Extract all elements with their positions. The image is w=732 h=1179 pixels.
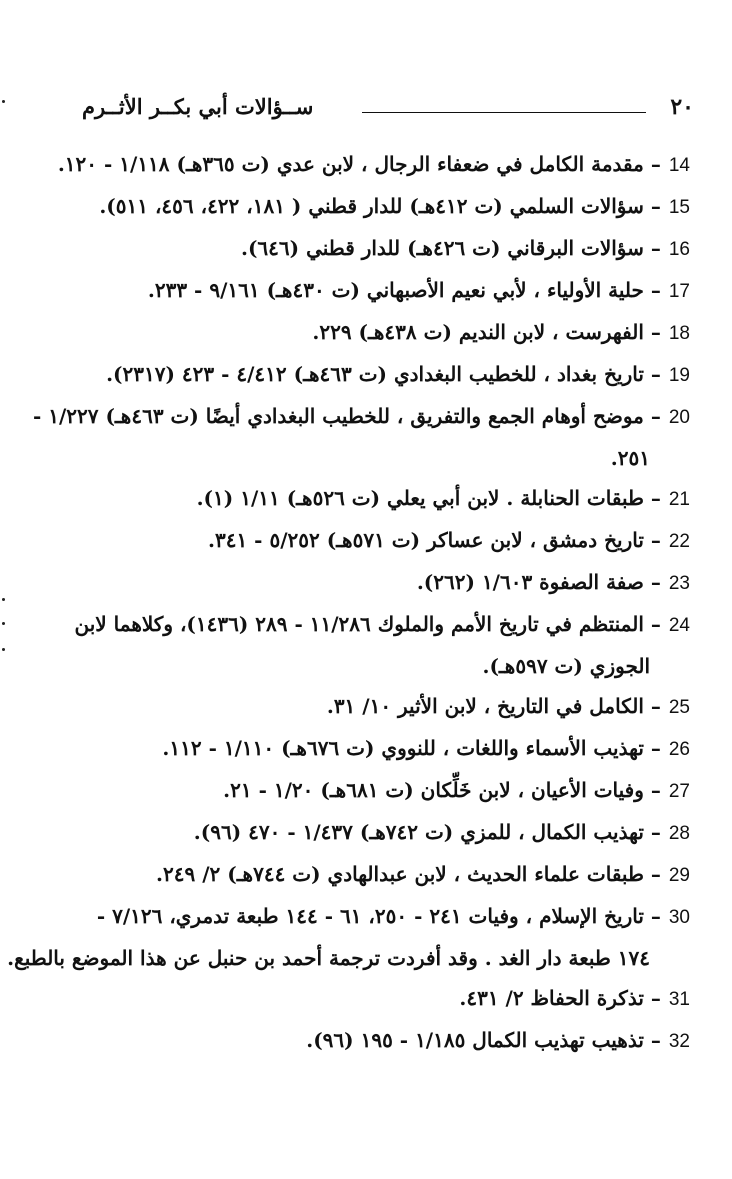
reference-text: – تاريخ دمشق ، لابن عساكر (ت ٥٧١هـ) ٥/٢٥٢ - ٣٤١.	[208, 528, 661, 552]
reference-number: 21	[668, 489, 690, 510]
reference-number: 14	[668, 155, 690, 176]
reference-number: 22	[668, 531, 690, 552]
header-rule	[362, 112, 646, 113]
reference-item	[50, 270, 690, 312]
reference-number: 17	[668, 281, 690, 302]
reference-text: – المنتظم في تاريخ الأمم والملوك ١١/٢٨٦ - ٢٨٩ (١٤٣٦)، وكلاهما لابن	[74, 612, 661, 636]
reference-text: – الفهرست ، لابن النديم (ت ٤٣٨هـ) ٢٢٩.	[312, 320, 661, 344]
page-header	[82, 94, 694, 124]
reference-item	[50, 686, 690, 728]
reference-item	[7, 896, 690, 978]
reference-text: – تذهيب تهذيب الكمال ١/١٨٥ - ١٩٥ (٩٦).	[306, 1028, 661, 1052]
reference-item	[50, 604, 690, 686]
reference-number: 26	[668, 739, 690, 760]
reference-item	[50, 978, 690, 1020]
margin-speck	[2, 622, 5, 625]
reference-text: – طبقات الحنابلة . لابن أبي يعلي (ت ٥٢٦هـ) ١/١١ (١).	[196, 486, 661, 510]
reference-number: 18	[668, 323, 690, 344]
running-title: ســؤالات أبي بكــر الأثــرم	[82, 94, 314, 119]
margin-speck	[2, 648, 5, 651]
reference-item	[50, 478, 690, 520]
reference-text: – سؤالات السلمي (ت ٤١٢هـ) للدار قطني ( ١٨١، ٤٢٢، ٤٥٦، ٥١١).	[99, 194, 661, 218]
reference-item	[50, 562, 690, 604]
reference-text: – تهذيب الأسماء واللغات ، للنووي (ت ٦٧٦هـ) ١/١١٠ - ١١٢.	[162, 736, 661, 760]
reference-number: 15	[668, 197, 690, 218]
reference-item	[50, 186, 690, 228]
reference-item	[50, 728, 690, 770]
reference-text: – تاريخ الإسلام ، وفيات ٢٤١ - ٢٥٠، ٦١ - ١٤٤ طبعة تدمري، ٧/١٢٦ -	[96, 904, 661, 928]
reference-item	[32, 396, 690, 478]
reference-item	[50, 812, 690, 854]
reference-number: 29	[668, 865, 690, 886]
reference-text: – سؤالات البرقاني (ت ٤٢٦هـ) للدار قطني (٦٤٦).	[240, 236, 661, 260]
reference-text: – تذكرة الحفاظ ٢/ ٤٣١.	[459, 986, 661, 1010]
reference-number: 27	[668, 781, 690, 802]
reference-item	[50, 228, 690, 270]
reference-text: – الكامل في التاريخ ، لابن الأثير ١٠/ ٣١.	[326, 694, 661, 718]
reference-item	[50, 1020, 690, 1062]
reference-number: 31	[668, 989, 690, 1010]
reference-text: – مقدمة الكامل في ضعفاء الرجال ، لابن عدي (ت ٣٦٥هـ) ١/١١٨ - ١٢٠.	[57, 152, 661, 176]
reference-number: 16	[668, 239, 690, 260]
reference-number: 25	[668, 697, 690, 718]
page-number: ٢٠	[670, 94, 694, 120]
reference-text: – وفيات الأعيان ، لابن خَلِّكان (ت ٦٨١هـ) ١/٢٠ - ٢١.	[223, 778, 661, 802]
reference-text: – صفة الصفوة ١/٦٠٣ (٢٦٢).	[416, 570, 661, 594]
reference-text: – حلية الأولياء ، لأبي نعيم الأصبهاني (ت ٤٣٠هـ) ٩/١٦١ - ٢٣٣.	[147, 278, 661, 302]
margin-speck	[2, 100, 5, 103]
reference-number: 28	[668, 823, 690, 844]
reference-number: 19	[668, 365, 690, 386]
reference-continuation: ١٧٤ طبعة دار الغد . وقد أفردت ترجمة أحمد بن حنبل عن هذا الموضع بالطبع.	[7, 946, 650, 970]
reference-continuation: الجوزي (ت ٥٩٧هـ).	[482, 654, 650, 678]
reference-item	[50, 520, 690, 562]
reference-text: – موضح أوهام الجمع والتفريق ، للخطيب البغدادي أيضًا (ت ٤٦٣هـ) ١/٢٢٧ -	[32, 404, 661, 428]
reference-number: 24	[668, 615, 690, 636]
reference-item	[50, 144, 690, 186]
reference-number: 30	[668, 907, 690, 928]
margin-speck	[2, 598, 5, 601]
reference-text: – تهذيب الكمال ، للمزي (ت ٧٤٢هـ) ١/٤٣٧ - ٤٧٠ (٩٦).	[193, 820, 661, 844]
reference-item	[50, 312, 690, 354]
reference-number: 32	[668, 1031, 690, 1052]
reference-item	[50, 354, 690, 396]
reference-item	[50, 770, 690, 812]
reference-text: – طبقات علماء الحديث ، لابن عبدالهادي (ت ٧٤٤هـ) ٢/ ٢٤٩.	[156, 862, 661, 886]
reference-item	[50, 854, 690, 896]
reference-number: 23	[668, 573, 690, 594]
reference-text: – تاريخ بغداد ، للخطيب البغدادي (ت ٤٦٣هـ) ٤/٤١٢ - ٤٢٣ (٢٣١٧).	[106, 362, 661, 386]
reference-number: 20	[668, 407, 690, 428]
reference-list	[7, 144, 690, 1062]
reference-continuation: ٢٥١.	[610, 446, 650, 470]
